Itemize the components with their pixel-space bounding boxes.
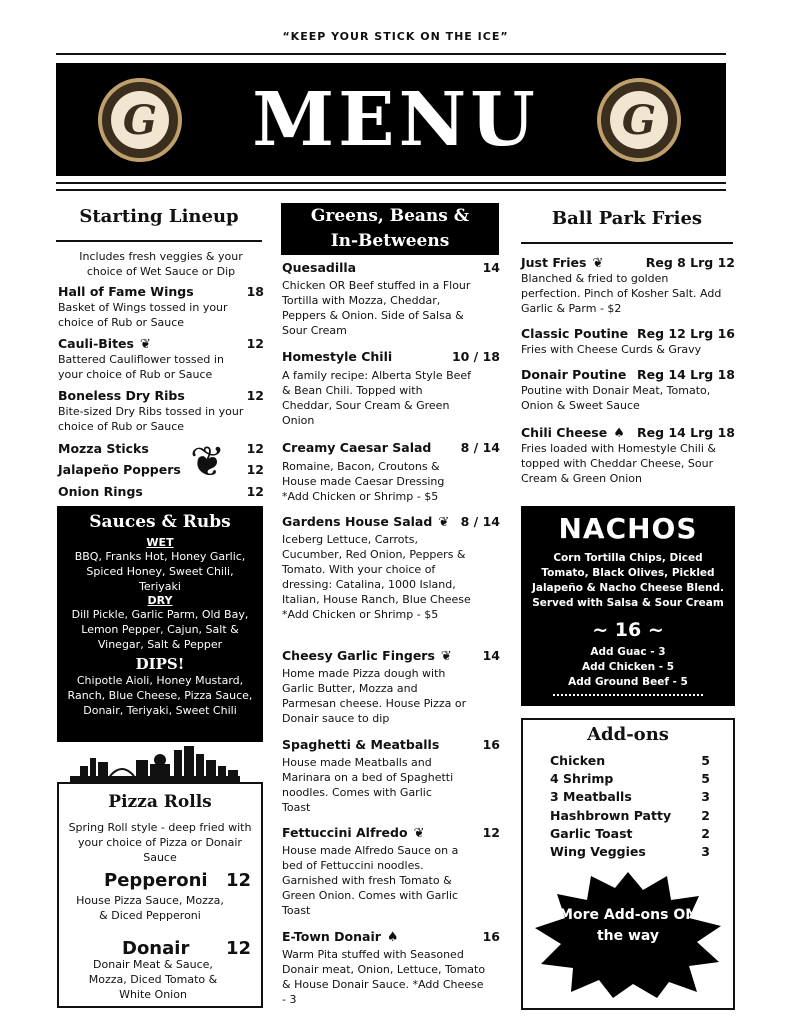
- header-rule-top: [56, 53, 726, 55]
- item-name: Spaghetti & Meatballs: [282, 737, 440, 752]
- starting-lineup-rule: [56, 240, 262, 242]
- item-name: [282, 514, 449, 530]
- addon-price: 2: [701, 826, 710, 841]
- item-name: Onion Rings: [58, 484, 143, 499]
- greens-title-box: [281, 203, 499, 255]
- addon-name: Hashbrown Patty: [550, 808, 672, 823]
- logo-left: [98, 78, 182, 162]
- addon-name: Garlic Toast: [550, 826, 633, 841]
- logo-letter-right: G: [610, 91, 668, 149]
- item-price: 12: [226, 870, 252, 891]
- tagline: “KEEP YOUR STICK ON THE ICE”: [282, 30, 509, 43]
- item-name-text: E-Town Donair: [282, 929, 381, 944]
- item-desc: Battered Cauliflower tossed in your choice of Rub or Sauce: [58, 353, 224, 381]
- item-price: Reg 8 Lrg 12: [645, 255, 735, 270]
- leaf-icon: ❦: [438, 515, 450, 530]
- item-name: Hall of Fame Wings: [58, 284, 194, 299]
- starting-lineup-intro: Includes fresh veggies & your choice of Wet Sauce or Dip: [79, 250, 243, 278]
- item-desc: A family recipe: Alberta Style Beef & Bean Chili. Topped with Cheddar, Sour Cream & Green Onion: [282, 369, 472, 427]
- item-price: 8 / 14: [460, 440, 500, 455]
- addon-name: 4 Shrimp: [550, 771, 614, 786]
- item-desc: Chicken OR Beef stuffed in a Flour Tortilla with Mozza, Cheddar, Peppers & Onion. Side of Salsa & Sour Cream: [282, 279, 471, 337]
- addon-name: Chicken: [550, 753, 606, 768]
- item-desc: Blanched & fried to golden perfection. Pinch of Kosher Salt. Add Garlic & Parm - $2: [521, 272, 722, 315]
- dips-list: Chipotle Aioli, Honey Mustard, Ranch, Blue Cheese, Pizza Sauce, Donair, Teriyaki, Sweet Chili: [67, 674, 253, 717]
- item-desc: House made Meatballs and Marinara on a bed of Spaghetti noodles. Comes with Garlic Toast: [282, 756, 454, 814]
- item-name: [282, 648, 452, 664]
- item-name: Creamy Caesar Salad: [282, 440, 432, 455]
- item-desc: Home made Pizza dough with Garlic Butter, Mozza and Parmesan cheese. House Pizza or Donair sauce to dip: [282, 667, 467, 725]
- addon-price: 5: [701, 753, 710, 768]
- greens-title-line1: Greens, Beans &: [310, 206, 470, 226]
- item-desc: Warm Pita stuffed with Seasoned Donair meat, Onion, Lettuce, Tomato & House Donair Sauce. *Add Cheese - 3: [282, 948, 486, 1006]
- item-price: 16: [482, 737, 500, 752]
- nachos-box: [521, 506, 735, 706]
- item-price: 18: [246, 284, 264, 299]
- item-desc: Iceberg Lettuce, Carrots, Cucumber, Red Onion, Peppers & Tomato. With your choice of dressing: Catalina, 1000 Island, Italian, House Ranch, Blue Cheese *Add Chicken or Shrimp - $5: [282, 533, 471, 621]
- item-desc: Poutine with Donair Meat, Tomato, Onion & Sweet Sauce: [521, 384, 711, 412]
- leaf-icon: ❦: [139, 337, 151, 352]
- pizza-rolls-intro: Spring Roll style - deep fried with your choice of Pizza or Donair Sauce: [68, 821, 252, 864]
- wet-label: WET: [146, 536, 174, 549]
- item-name: [521, 425, 625, 441]
- item-desc: Donair Meat & Sauce, Mozza, Diced Tomato & White Onion: [88, 958, 218, 1001]
- nachos-price: ~ 16 ~: [592, 619, 664, 641]
- leaf-icon: ❦: [440, 649, 452, 664]
- header-rule-bottom: [56, 189, 726, 191]
- item-price: 16: [482, 929, 500, 944]
- burst-text: More Add-ons ON the way: [559, 907, 697, 944]
- item-price: 12: [246, 388, 264, 403]
- logo-right: [597, 78, 681, 162]
- dips-label: DIPS!: [135, 655, 185, 673]
- item-name-text: Cheesy Garlic Fingers: [282, 648, 435, 663]
- item-name-text: Cauli-Bites: [58, 336, 134, 351]
- item-price: 12: [246, 441, 264, 456]
- item-price: 12: [246, 462, 264, 477]
- nachos-add-2: Add Chicken - 5: [581, 661, 675, 673]
- trophy-icon: ♠: [386, 930, 399, 945]
- item-name: [58, 336, 151, 352]
- item-name-text: Fettuccini Alfredo: [282, 825, 408, 840]
- item-name: Donair Poutine: [521, 367, 627, 382]
- item-desc: House Pizza Sauce, Mozza, & Diced Pepperoni: [76, 894, 224, 922]
- wet-list: BBQ, Franks Hot, Honey Garlic, Spiced Honey, Sweet Chili, Teriyaki: [74, 550, 246, 593]
- nachos-title: NACHOS: [558, 512, 698, 545]
- item-price: 14: [482, 648, 500, 663]
- city-skyline-icon: [70, 742, 240, 782]
- item-price: Reg 14 Lrg 18: [637, 367, 735, 382]
- starting-lineup-title: Starting Lineup: [79, 206, 239, 227]
- header-rule-mid: [56, 182, 726, 184]
- nachos-add-1: Add Guac - 3: [590, 646, 666, 658]
- item-name: Pepperoni: [104, 870, 208, 891]
- sauces-title: Sauces & Rubs: [89, 512, 231, 532]
- logo-letter-left: G: [111, 91, 169, 149]
- item-name-text: Just Fries: [521, 255, 587, 270]
- item-name: Classic Poutine: [521, 326, 629, 341]
- fries-rule: [521, 242, 733, 244]
- nachos-desc: Corn Tortilla Chips, Diced Tomato, Black Olives, Pickled Jalapeño & Nacho Cheese Blend. Served with Salsa & Sour Cream: [531, 552, 725, 609]
- item-name: [282, 929, 399, 945]
- item-desc: Basket of Wings tossed in your choice of Rub or Sauce: [58, 301, 228, 329]
- addon-name: Wing Veggies: [550, 844, 646, 859]
- sauces-box: [57, 506, 263, 742]
- item-price: 12: [246, 484, 264, 499]
- item-desc: Fries with Cheese Curds & Gravy: [521, 343, 702, 356]
- leaf-icon: ❦: [190, 437, 226, 486]
- item-price: 10 / 18: [451, 349, 500, 364]
- item-desc: Romaine, Bacon, Croutons & House made Caesar Dressing *Add Chicken or Shrimp - $5: [282, 460, 445, 503]
- addon-price: 2: [701, 808, 710, 823]
- item-price: 8 / 14: [460, 514, 500, 529]
- item-name: Donair: [122, 938, 190, 959]
- leaf-icon: ❦: [592, 256, 604, 271]
- dry-list: Dill Pickle, Garlic Parm, Old Bay, Lemon Pepper, Cajun, Salt & Vinegar, Salt & Pepper: [71, 608, 249, 651]
- addon-price: 5: [701, 771, 710, 786]
- item-desc: Fries loaded with Homestyle Chili & topped with Cheddar Cheese, Sour Cream & Green Onion: [521, 442, 716, 485]
- trophy-icon: ♠: [613, 426, 625, 441]
- leaf-icon: ❦: [413, 826, 425, 841]
- item-price: 12: [482, 825, 500, 840]
- item-price: Reg 12 Lrg 16: [637, 326, 735, 341]
- item-name: Homestyle Chili: [282, 349, 393, 364]
- item-name-text: Gardens House Salad: [282, 514, 433, 529]
- addon-name: 3 Meatballs: [550, 789, 632, 804]
- item-price: 14: [482, 260, 500, 275]
- fries-title: Ball Park Fries: [551, 208, 703, 229]
- item-price: 12: [226, 938, 252, 959]
- greens-title-line2: In-Betweens: [330, 231, 450, 251]
- item-price: 12: [246, 336, 264, 351]
- item-name-text: Chili Cheese: [521, 425, 608, 440]
- item-price: Reg 14 Lrg 18: [637, 425, 735, 440]
- addons-title: Add-ons: [587, 724, 669, 745]
- item-name: Boneless Dry Ribs: [58, 388, 185, 403]
- item-name: [521, 255, 603, 271]
- nachos-add-3: Add Ground Beef - 5: [568, 676, 688, 688]
- item-name: Jalapeño Poppers: [58, 462, 181, 477]
- pizza-rolls-title: Pizza Rolls: [108, 792, 212, 812]
- item-name: [282, 825, 424, 841]
- addon-price: 3: [701, 844, 710, 859]
- item-desc: House made Alfredo Sauce on a bed of Fettuccini noodles. Garnished with fresh Tomato & Green Onion. Comes with Garlic Toast: [282, 844, 459, 917]
- item-desc: Bite-sized Dry Ribs tossed in your choice of Rub or Sauce: [58, 405, 244, 433]
- dry-label: DRY: [147, 594, 173, 607]
- banner-title: MENU: [252, 77, 539, 163]
- addon-price: 3: [701, 789, 710, 804]
- nachos-divider: [553, 694, 703, 696]
- item-name: Quesadilla: [282, 260, 357, 275]
- item-name: Mozza Sticks: [58, 441, 149, 456]
